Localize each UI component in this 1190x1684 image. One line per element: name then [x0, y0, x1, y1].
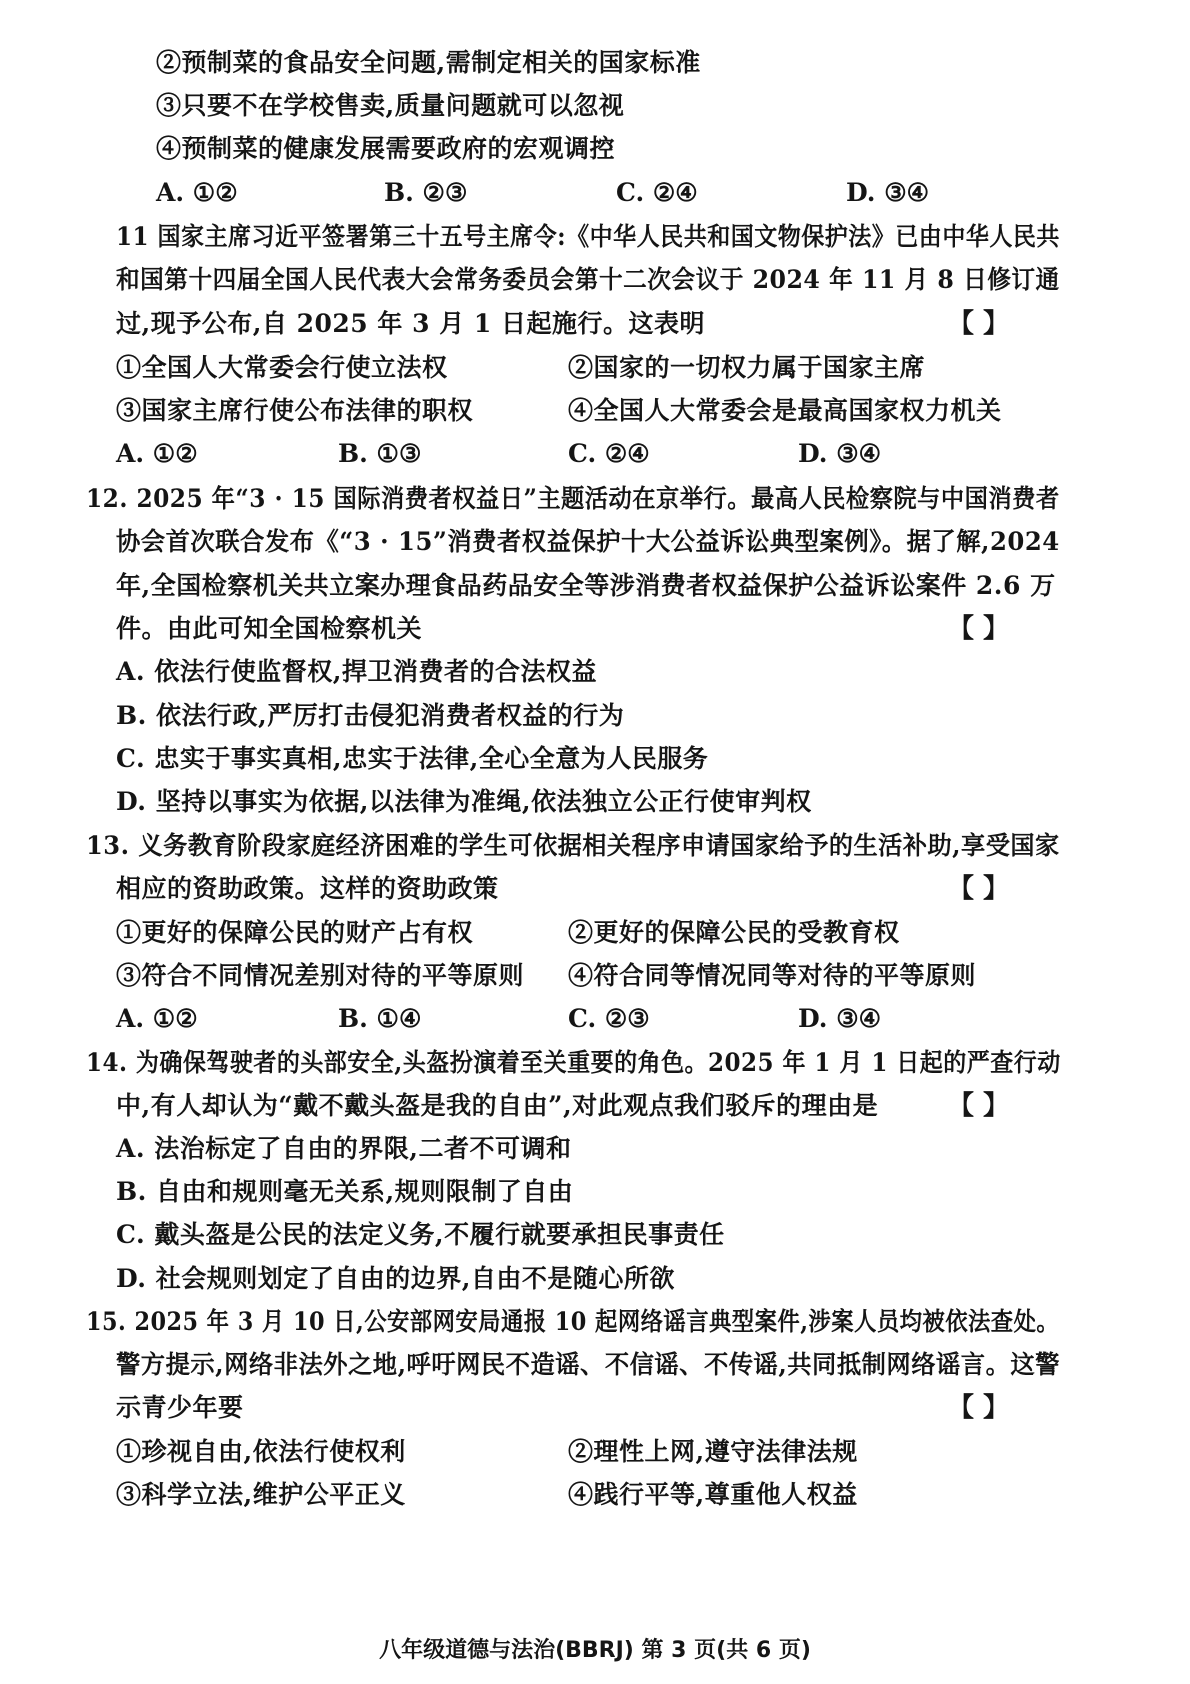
q13-statement-4: ④符合同等情况同等对待的平等原则: [568, 961, 977, 990]
q14-option-c: C. 戴头盔是公民的法定义务,不履行就要承担民事责任: [116, 1220, 725, 1249]
q11-option-b: B. ①③: [338, 439, 422, 468]
q12-stem-line-4: 件。由此可知全国检察机关: [116, 614, 423, 643]
q11-stem-line-2: 和国第十四届全国人民代表大会常务委员会第十二次会议于 2024 年 11 月 8 日修订通: [116, 265, 1060, 294]
q12-stem-line-2: 协会首次联合发布《“3 · 15”消费者权益保护十大公益诉讼典型案例》。据了解,2024: [116, 527, 1060, 556]
q12-option-b: B. 依法行政,严厉打击侵犯消费者权益的行为: [116, 701, 625, 730]
q14-answer-bracket: 【 】: [948, 1091, 1010, 1121]
page-footer: 八年级道德与法治(BBRJ) 第 3 页(共 6 页): [379, 1638, 811, 1663]
q12-answer-bracket: 【 】: [948, 614, 1010, 644]
q11-stem-line-1: 11 国家主席习近平签署第三十五号主席令:《中华人民共和国文物保护法》已由中华人民共: [116, 222, 1060, 251]
q13-option-a: A. ①②: [116, 1004, 198, 1033]
q13-statement-1: ①更好的保障公民的财产占有权: [116, 918, 474, 947]
q13-statement-3: ③符合不同情况差别对待的平等原则: [116, 961, 525, 990]
q12-stem-line-1: 12. 2025 年“3 · 15 国际消费者权益日”主题活动在京举行。最高人民检察院与中国消费者: [86, 484, 1060, 513]
q11-option-a: A. ①②: [116, 439, 198, 468]
q10-statement-2: ②预制菜的食品安全问题,需制定相关的国家标准: [156, 48, 701, 77]
q11-statement-3: ③国家主席行使公布法律的职权: [116, 396, 474, 425]
q15-answer-bracket: 【 】: [948, 1393, 1010, 1423]
q15-statement-1: ①珍视自由,依法行使权利: [116, 1437, 406, 1466]
q12-option-c: C. 忠实于事实真相,忠实于法律,全心全意为人民服务: [116, 744, 709, 773]
q12-option-a: A. 依法行使监督权,捍卫消费者的合法权益: [116, 657, 598, 686]
q15-statement-4: ④践行平等,尊重他人权益: [568, 1480, 858, 1509]
q13-option-b: B. ①④: [338, 1004, 422, 1033]
q11-statement-2: ②国家的一切权力属于国家主席: [568, 353, 926, 382]
q14-option-b: B. 自由和规则毫无关系,规则限制了自由: [116, 1177, 574, 1206]
q11-stem-line-3: 过,现予公布,自 2025 年 3 月 1 日起施行。这表明: [116, 309, 706, 338]
q13-stem-line-2: 相应的资助政策。这样的资助政策: [116, 874, 499, 903]
q13-option-d: D. ③④: [798, 1004, 882, 1033]
q15-statement-3: ③科学立法,维护公平正义: [116, 1480, 406, 1509]
q11-statement-1: ①全国人大常委会行使立法权: [116, 353, 448, 382]
q13-statement-2: ②更好的保障公民的受教育权: [568, 918, 900, 947]
q10-option-b: B. ②③: [384, 178, 468, 207]
q12-option-d: D. 坚持以事实为依据,以法律为准绳,依法独立公正行使审判权: [116, 787, 812, 816]
q11-answer-bracket: 【 】: [948, 309, 1010, 339]
q15-stem-line-2: 警方提示,网络非法外之地,呼吁网民不造谣、不信谣、不传谣,共同抵制网络谣言。这警: [116, 1350, 1060, 1379]
q14-option-d: D. 社会规则划定了自由的边界,自由不是随心所欲: [116, 1264, 675, 1293]
q15-stem-line-3: 示青少年要: [116, 1393, 244, 1422]
q12-stem-line-3: 年,全国检察机关共立案办理食品药品安全等涉消费者权益保护公益诉讼案件 2.6 万: [116, 571, 1056, 600]
q13-answer-bracket: 【 】: [948, 874, 1010, 904]
q10-option-a: A. ①②: [156, 178, 238, 207]
q15-statement-2: ②理性上网,遵守法律法规: [568, 1437, 858, 1466]
q13-option-c: C. ②③: [568, 1004, 650, 1033]
q11-statement-4: ④全国人大常委会是最高国家权力机关: [568, 396, 1002, 425]
q14-stem-line-1: 14. 为确保驾驶者的头部安全,头盔扮演着至关重要的角色。2025 年 1 月 1 日起的严查行动: [86, 1048, 1061, 1077]
q10-option-d: D. ③④: [846, 178, 930, 207]
q13-stem-line-1: 13. 义务教育阶段家庭经济困难的学生可依据相关程序申请国家给予的生活补助,享受国家: [86, 831, 1060, 860]
q11-option-c: C. ②④: [568, 439, 650, 468]
q15-stem-line-1: 15. 2025 年 3 月 10 日,公安部网安局通报 10 起网络谣言典型案件,涉案人员均被依法查处。: [86, 1307, 1060, 1336]
q14-stem-line-2: 中,有人却认为“戴不戴头盔是我的自由”,对此观点我们驳斥的理由是: [116, 1091, 879, 1120]
q10-statement-4: ④预制菜的健康发展需要政府的宏观调控: [156, 134, 616, 163]
q10-option-c: C. ②④: [616, 178, 698, 207]
q10-statement-3: ③只要不在学校售卖,质量问题就可以忽视: [156, 91, 625, 120]
q11-option-d: D. ③④: [798, 439, 882, 468]
q14-option-a: A. 法治标定了自由的界限,二者不可调和: [116, 1134, 572, 1163]
